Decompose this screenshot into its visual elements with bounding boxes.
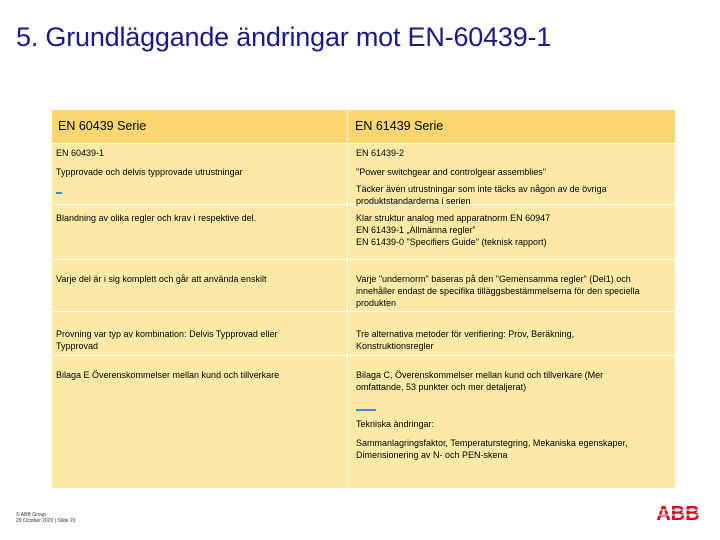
- table-cell-left-4: Blandning av olika regler och krav i respektive del.: [56, 213, 257, 223]
- table-cell-right-6: Tre alternativa metoder för verifiering: Prov, Beräkning, Konstruktionsregler: [356, 329, 575, 351]
- technical-changes-text: Sammanlagringsfaktor, Temperaturstegring, Mekaniska egenskaper, Dimensionering av N- och PEN-skena: [356, 438, 628, 460]
- table-cell-right-4: Klar struktur analog med apparatnorm EN 60947 EN 61439-1 „Allmänna regler” EN 61439-0 "Specifiers Guide" (teknisk rapport): [356, 213, 551, 247]
- accent-marker: [56, 192, 62, 194]
- row-divider: [52, 311, 675, 312]
- abb-logo-text: ABB: [656, 503, 700, 523]
- column-divider: [347, 110, 348, 488]
- row-divider: [52, 143, 675, 144]
- header-en60439: EN 60439 Serie: [58, 119, 147, 133]
- table-cell-left-1: EN 60439-1: [56, 148, 105, 158]
- abb-logo: [652, 503, 704, 523]
- table-cell-left-7: Bilaga E Överenskommelser mellan kund och tillverkare: [56, 370, 280, 380]
- table-cell-left-2: Typprovade och delvis typprovade utrustningar: [56, 167, 243, 177]
- table-cell-right-7: Bilaga C, Överenskommelser mellan kund och tillverkare (Mer omfattande, 53 punkter och mer detaljerat): [356, 370, 604, 392]
- footer-date-slide: 29 October 2020 | Slide 29: [16, 518, 76, 524]
- header-en61439: EN 61439 Serie: [355, 119, 444, 133]
- row-divider: [52, 355, 675, 356]
- accent-marker: [356, 409, 376, 411]
- slide-footer: [16, 512, 75, 524]
- table-cell-right-1: EN 61439-2: [356, 148, 405, 158]
- table-cell-left-6: Provning var typ av kombination: Delvis Typprovad eller Typprovad: [56, 329, 278, 351]
- comparison-table: [52, 110, 675, 488]
- footer-copyright: © ABB Group: [16, 512, 47, 518]
- table-cell-left-5: Varje del är i sig komplett och går att använda enskilt: [56, 274, 267, 284]
- table-cell-right-5: Varje "undernorm" baseras på den "Gemensamma regler" (Del1) och innehåller endast de specifika tilläggsbestämmelserna för den speciella produkten: [356, 274, 640, 308]
- row-divider: [52, 259, 675, 260]
- technical-changes-label: Tekniska ändringar:: [356, 419, 435, 429]
- slide-title: 5. Grundläggande ändringar mot EN-60439-1: [16, 22, 552, 52]
- table-cell-right-3: Täcker även utrustningar som inte täcks av någon av de övriga produktstandarderna i serien: [356, 184, 607, 206]
- table-cell-right-2: "Power switchgear and controlgear assemblies": [356, 167, 546, 177]
